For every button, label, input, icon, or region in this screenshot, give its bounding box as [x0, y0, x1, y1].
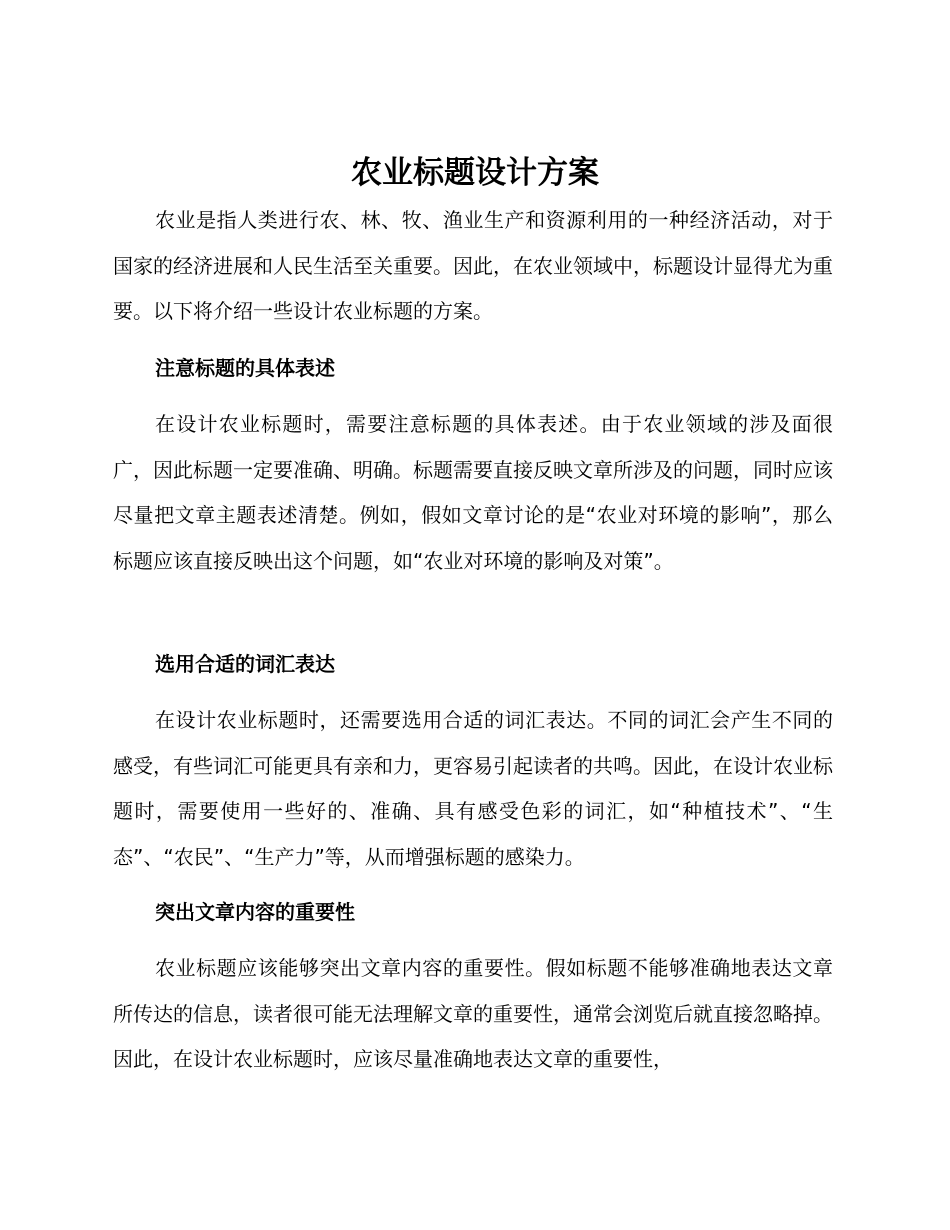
section-paragraph-importance: 农业标题应该能够突出文章内容的重要性。假如标题不能够准确地表达文章所传达的信息，读者很可能无法理解文章的重要性，通常会浏览后就直接忽略掉。因此，在设计农业标题时，应该尽量准确地表达文章的重要性， [113, 956, 833, 1071]
section-paragraph-specific-expression: 在设计农业标题时，需要注意标题的具体表述。由于农业领域的涉及面很广，因此标题一定要准确、明确。标题需要直接反映文章所涉及的问题，同时应该尽量把文章主题表述清楚。例如，假如文章讨论的是“农业对环境的影响”，那么标题应该直接反映出这个问题，如“农业对环境的影响及对策”。 [113, 412, 833, 573]
section-heading-specific-expression: 注意标题的具体表述 [155, 356, 335, 380]
document-title: 农业标题设计方案 [351, 155, 599, 191]
section-heading-importance: 突出文章内容的重要性 [155, 900, 355, 924]
section-heading-vocabulary: 选用合适的词汇表达 [155, 652, 335, 676]
section-paragraph-vocabulary: 在设计农业标题时，还需要选用合适的词汇表达。不同的词汇会产生不同的感受，有些词汇可能更具有亲和力，更容易引起读者的共鸣。因此，在设计农业标题时，需要使用一些好的、准确、具有感受色彩的词汇，如“种植技术”、“生态”、“农民”、“生产力”等，从而增强标题的感染力。 [113, 708, 833, 869]
intro-paragraph: 农业是指人类进行农、林、牧、渔业生产和资源利用的一种经济活动，对于国家的经济进展和人民生活至关重要。因此，在农业领域中，标题设计显得尤为重要。以下将介绍一些设计农业标题的方案。 [113, 208, 833, 323]
